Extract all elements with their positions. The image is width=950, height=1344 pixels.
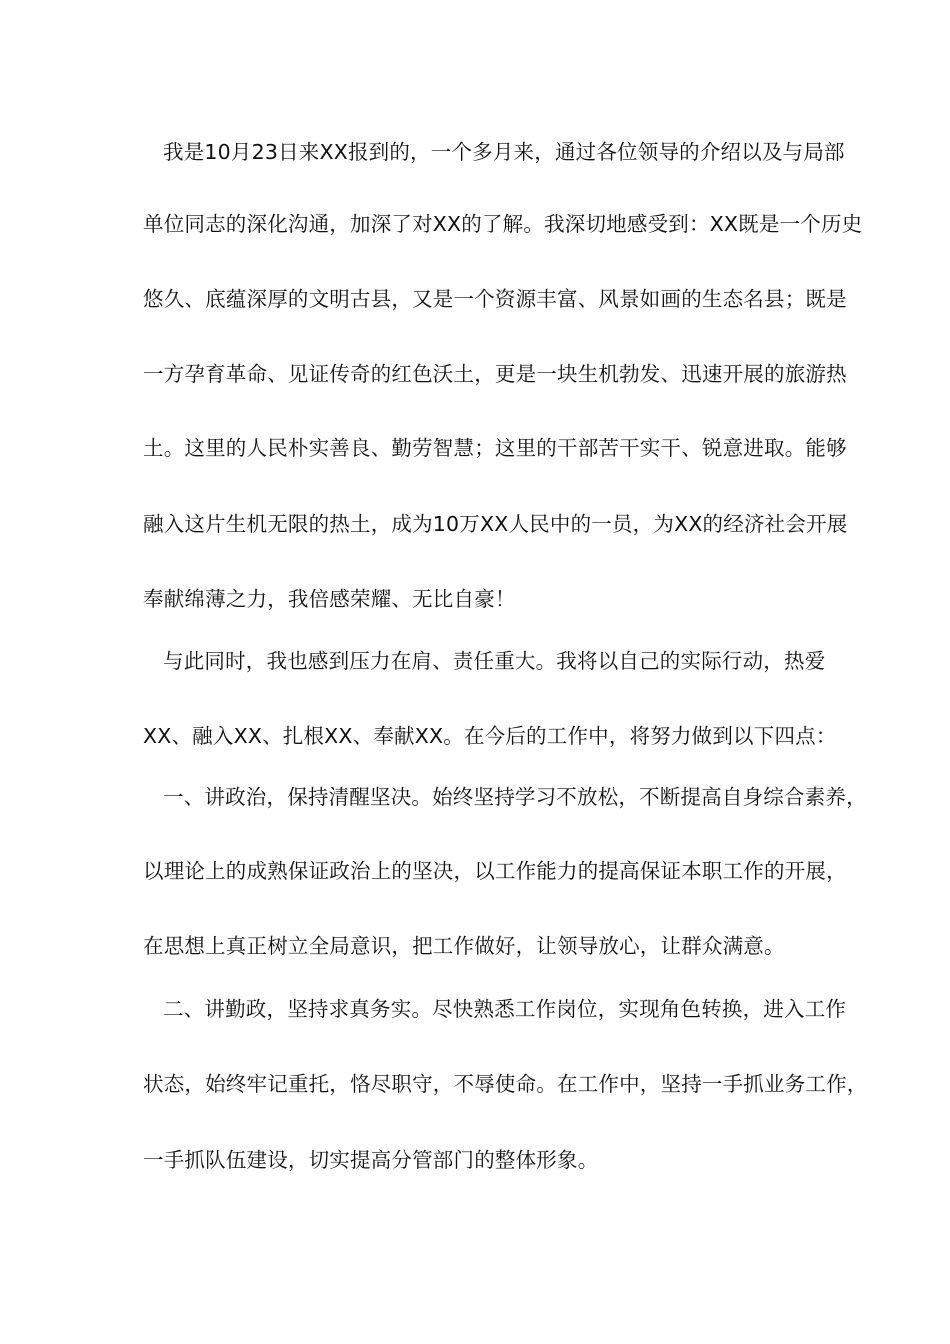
paragraph-line: 一方孕育革命、见证传奇的红色沃土，更是一块生机勃发、迅速开展的旅游热 xyxy=(143,362,847,386)
paragraph-line: 状态，始终牢记重托，恪尽职守，不辱使命。在工作中，坚持一手抓业务工作， xyxy=(143,1072,868,1096)
paragraph-line: 悠久、底蕴深厚的文明古县，又是一个资源丰富、风景如画的生态名县；既是 xyxy=(143,287,847,311)
paragraph-line: XX、融入XX、扎根XX、奉献XX。在今后的工作中，将努力做到以下四点： xyxy=(143,724,837,748)
paragraph-line: 融入这片生机无限的热土，成为10万XX人民中的一员，为XX的经济社会开展 xyxy=(143,512,848,536)
paragraph-line: 单位同志的深化沟通，加深了对XX的了解。我深切地感受到：XX既是一个历史 xyxy=(143,212,863,236)
paragraph-line: 土。这里的人民朴实善良、勤劳智慧；这里的干部苦干实干、锐意进取。能够 xyxy=(143,436,847,460)
paragraph-line: 在思想上真正树立全局意识，把工作做好，让领导放心，让群众满意。 xyxy=(143,934,785,958)
paragraph-line: 与此同时，我也感到压力在肩、责任重大。我将以自己的实际行动，热爱 xyxy=(163,649,826,673)
paragraph-line: 一、讲政治，保持清醒坚决。始终坚持学习不放松，不断提高自身综合素养， xyxy=(163,785,867,809)
paragraph-line: 一手抓队伍建设，切实提高分管部门的整体形象。 xyxy=(143,1148,599,1172)
paragraph-line: 以理论上的成熟保证政治上的坚决，以工作能力的提高保证本职工作的开展， xyxy=(143,859,847,883)
paragraph-line: 二、讲勤政，坚持求真务实。尽快熟悉工作岗位，实现角色转换，进入工作 xyxy=(163,997,847,1021)
paragraph-line: 我是10月23日来XX报到的，一个多月来，通过各位领导的介绍以及与局部 xyxy=(163,140,845,164)
paragraph-line: 奉献绵薄之力，我倍感荣耀、无比自豪！ xyxy=(143,587,516,611)
